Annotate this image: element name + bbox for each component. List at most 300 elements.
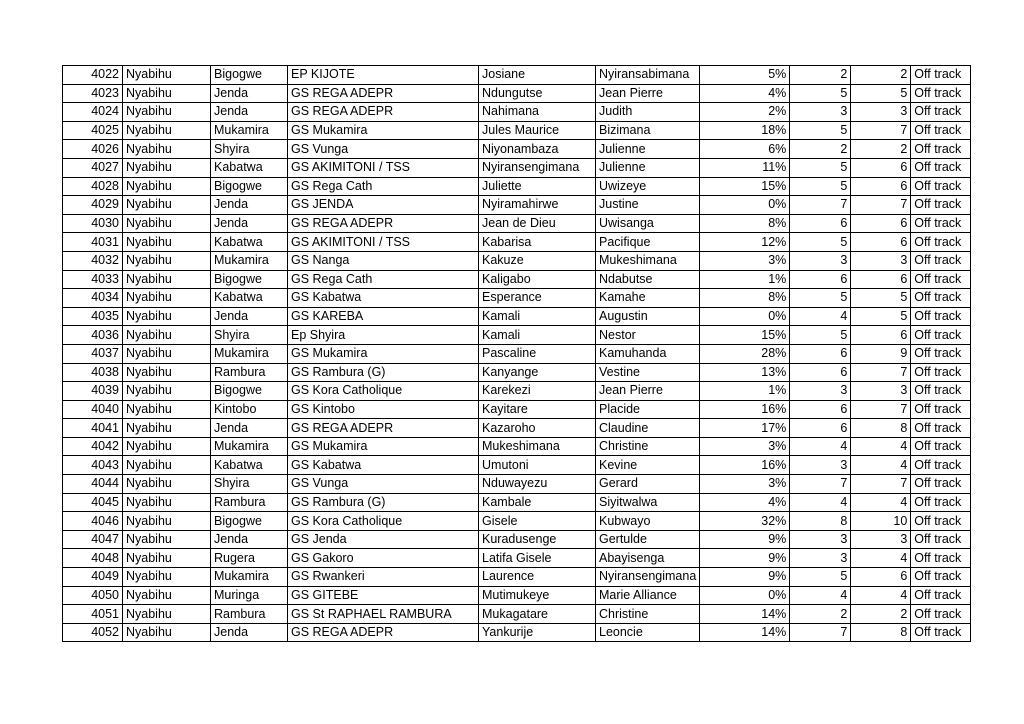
sector-cell: Mukamira bbox=[211, 344, 288, 363]
status-cell: Off track bbox=[911, 363, 971, 382]
table-row bbox=[63, 158, 971, 177]
table-row bbox=[63, 382, 971, 401]
value-b-cell: 9 bbox=[851, 344, 911, 363]
id-cell: 4033 bbox=[63, 270, 123, 289]
value-b-cell: 7 bbox=[851, 121, 911, 140]
sector-cell: Bigogwe bbox=[211, 177, 288, 196]
status-cell: Off track bbox=[911, 568, 971, 587]
last-name-cell: Uwizeye bbox=[596, 177, 700, 196]
school-cell: GS Mukamira bbox=[288, 344, 479, 363]
value-b-cell: 8 bbox=[851, 623, 911, 642]
first-name-cell: Jules Maurice bbox=[479, 121, 596, 140]
status-cell: Off track bbox=[911, 382, 971, 401]
district-cell: Nyabihu bbox=[123, 419, 211, 438]
status-cell: Off track bbox=[911, 549, 971, 568]
sector-cell: Kabatwa bbox=[211, 456, 288, 475]
school-cell: Ep Shyira bbox=[288, 326, 479, 345]
percent-cell: 8% bbox=[700, 214, 790, 233]
table-row bbox=[63, 363, 971, 382]
first-name-cell: Kamali bbox=[479, 326, 596, 345]
status-cell: Off track bbox=[911, 475, 971, 494]
school-cell: GS AKIMITONI / TSS bbox=[288, 233, 479, 252]
status-cell: Off track bbox=[911, 344, 971, 363]
value-a-cell: 4 bbox=[790, 493, 851, 512]
school-cell: GS Kora Catholique bbox=[288, 512, 479, 531]
id-cell: 4032 bbox=[63, 251, 123, 270]
first-name-cell: Pascaline bbox=[479, 344, 596, 363]
percent-cell: 17% bbox=[700, 419, 790, 438]
percent-cell: 15% bbox=[700, 326, 790, 345]
id-cell: 4040 bbox=[63, 400, 123, 419]
last-name-cell: Nestor bbox=[596, 326, 700, 345]
school-cell: GS REGA ADEPR bbox=[288, 623, 479, 642]
first-name-cell: Laurence bbox=[479, 568, 596, 587]
value-a-cell: 3 bbox=[790, 456, 851, 475]
id-cell: 4048 bbox=[63, 549, 123, 568]
first-name-cell: Nduwayezu bbox=[479, 475, 596, 494]
last-name-cell: Justine bbox=[596, 196, 700, 215]
percent-cell: 12% bbox=[700, 233, 790, 252]
school-cell: GS GITEBE bbox=[288, 586, 479, 605]
status-cell: Off track bbox=[911, 623, 971, 642]
table-row bbox=[63, 196, 971, 215]
percent-cell: 32% bbox=[700, 512, 790, 531]
district-cell: Nyabihu bbox=[123, 214, 211, 233]
value-b-cell: 2 bbox=[851, 605, 911, 624]
last-name-cell: Leoncie bbox=[596, 623, 700, 642]
last-name-cell: Julienne bbox=[596, 140, 700, 159]
last-name-cell: Bizimana bbox=[596, 121, 700, 140]
district-cell: Nyabihu bbox=[123, 66, 211, 85]
table-row bbox=[63, 140, 971, 159]
table-row bbox=[63, 623, 971, 642]
status-cell: Off track bbox=[911, 307, 971, 326]
sector-cell: Jenda bbox=[211, 307, 288, 326]
district-cell: Nyabihu bbox=[123, 196, 211, 215]
first-name-cell: Kambale bbox=[479, 493, 596, 512]
school-cell: GS Kora Catholique bbox=[288, 382, 479, 401]
first-name-cell: Niyonambaza bbox=[479, 140, 596, 159]
last-name-cell: Augustin bbox=[596, 307, 700, 326]
value-b-cell: 2 bbox=[851, 140, 911, 159]
table-row bbox=[63, 289, 971, 308]
table-row bbox=[63, 344, 971, 363]
value-b-cell: 7 bbox=[851, 400, 911, 419]
percent-cell: 0% bbox=[700, 196, 790, 215]
sector-cell: Mukamira bbox=[211, 121, 288, 140]
first-name-cell: Kuradusenge bbox=[479, 530, 596, 549]
table-row bbox=[63, 549, 971, 568]
last-name-cell: Jean Pierre bbox=[596, 84, 700, 103]
value-a-cell: 7 bbox=[790, 196, 851, 215]
percent-cell: 0% bbox=[700, 307, 790, 326]
last-name-cell: Christine bbox=[596, 605, 700, 624]
percent-cell: 28% bbox=[700, 344, 790, 363]
value-b-cell: 7 bbox=[851, 363, 911, 382]
value-a-cell: 3 bbox=[790, 530, 851, 549]
first-name-cell: Kabarisa bbox=[479, 233, 596, 252]
last-name-cell: Gerard bbox=[596, 475, 700, 494]
sector-cell: Mukamira bbox=[211, 437, 288, 456]
status-cell: Off track bbox=[911, 512, 971, 531]
first-name-cell: Esperance bbox=[479, 289, 596, 308]
id-cell: 4050 bbox=[63, 586, 123, 605]
percent-cell: 1% bbox=[700, 382, 790, 401]
percent-cell: 3% bbox=[700, 437, 790, 456]
value-b-cell: 6 bbox=[851, 568, 911, 587]
first-name-cell: Karekezi bbox=[479, 382, 596, 401]
id-cell: 4034 bbox=[63, 289, 123, 308]
id-cell: 4027 bbox=[63, 158, 123, 177]
id-cell: 4047 bbox=[63, 530, 123, 549]
value-a-cell: 5 bbox=[790, 326, 851, 345]
value-a-cell: 5 bbox=[790, 568, 851, 587]
first-name-cell: Kayitare bbox=[479, 400, 596, 419]
last-name-cell: Christine bbox=[596, 437, 700, 456]
status-cell: Off track bbox=[911, 66, 971, 85]
value-a-cell: 7 bbox=[790, 475, 851, 494]
table-row bbox=[63, 437, 971, 456]
last-name-cell: Abayisenga bbox=[596, 549, 700, 568]
value-b-cell: 3 bbox=[851, 251, 911, 270]
first-name-cell: Kanyange bbox=[479, 363, 596, 382]
percent-cell: 3% bbox=[700, 251, 790, 270]
value-b-cell: 8 bbox=[851, 419, 911, 438]
table-row bbox=[63, 586, 971, 605]
id-cell: 4022 bbox=[63, 66, 123, 85]
school-cell: GS REGA ADEPR bbox=[288, 214, 479, 233]
value-a-cell: 4 bbox=[790, 586, 851, 605]
table-row bbox=[63, 568, 971, 587]
value-a-cell: 5 bbox=[790, 121, 851, 140]
first-name-cell: Nahimana bbox=[479, 103, 596, 122]
id-cell: 4038 bbox=[63, 363, 123, 382]
sector-cell: Jenda bbox=[211, 84, 288, 103]
district-cell: Nyabihu bbox=[123, 437, 211, 456]
school-cell: GS KAREBA bbox=[288, 307, 479, 326]
value-a-cell: 8 bbox=[790, 512, 851, 531]
sector-cell: Jenda bbox=[211, 530, 288, 549]
status-cell: Off track bbox=[911, 196, 971, 215]
last-name-cell: Kubwayo bbox=[596, 512, 700, 531]
last-name-cell: Siyitwalwa bbox=[596, 493, 700, 512]
percent-cell: 4% bbox=[700, 493, 790, 512]
percent-cell: 6% bbox=[700, 140, 790, 159]
first-name-cell: Josiane bbox=[479, 66, 596, 85]
sector-cell: Bigogwe bbox=[211, 270, 288, 289]
value-b-cell: 6 bbox=[851, 270, 911, 289]
sector-cell: Mukamira bbox=[211, 568, 288, 587]
first-name-cell: Gisele bbox=[479, 512, 596, 531]
school-cell: GS Vunga bbox=[288, 475, 479, 494]
district-cell: Nyabihu bbox=[123, 623, 211, 642]
id-cell: 4052 bbox=[63, 623, 123, 642]
id-cell: 4029 bbox=[63, 196, 123, 215]
id-cell: 4035 bbox=[63, 307, 123, 326]
school-cell: GS Kintobo bbox=[288, 400, 479, 419]
district-cell: Nyabihu bbox=[123, 586, 211, 605]
school-cell: GS Rwankeri bbox=[288, 568, 479, 587]
last-name-cell: Vestine bbox=[596, 363, 700, 382]
last-name-cell: Kamahe bbox=[596, 289, 700, 308]
table-row bbox=[63, 419, 971, 438]
table-row bbox=[63, 307, 971, 326]
value-a-cell: 5 bbox=[790, 233, 851, 252]
district-cell: Nyabihu bbox=[123, 251, 211, 270]
school-cell: GS JENDA bbox=[288, 196, 479, 215]
value-a-cell: 3 bbox=[790, 549, 851, 568]
sector-cell: Muringa bbox=[211, 586, 288, 605]
district-cell: Nyabihu bbox=[123, 530, 211, 549]
last-name-cell: Claudine bbox=[596, 419, 700, 438]
value-a-cell: 5 bbox=[790, 289, 851, 308]
percent-cell: 0% bbox=[700, 586, 790, 605]
value-b-cell: 3 bbox=[851, 530, 911, 549]
percent-cell: 13% bbox=[700, 363, 790, 382]
table-row bbox=[63, 512, 971, 531]
percent-cell: 1% bbox=[700, 270, 790, 289]
status-cell: Off track bbox=[911, 121, 971, 140]
district-cell: Nyabihu bbox=[123, 475, 211, 494]
value-b-cell: 7 bbox=[851, 475, 911, 494]
value-a-cell: 4 bbox=[790, 437, 851, 456]
district-cell: Nyabihu bbox=[123, 326, 211, 345]
sector-cell: Kabatwa bbox=[211, 158, 288, 177]
district-cell: Nyabihu bbox=[123, 382, 211, 401]
last-name-cell: Ndabutse bbox=[596, 270, 700, 289]
sector-cell: Bigogwe bbox=[211, 382, 288, 401]
sector-cell: Mukamira bbox=[211, 251, 288, 270]
value-a-cell: 5 bbox=[790, 158, 851, 177]
last-name-cell: Kevine bbox=[596, 456, 700, 475]
sector-cell: Kabatwa bbox=[211, 233, 288, 252]
percent-cell: 9% bbox=[700, 568, 790, 587]
status-cell: Off track bbox=[911, 270, 971, 289]
district-cell: Nyabihu bbox=[123, 456, 211, 475]
sector-cell: Rambura bbox=[211, 605, 288, 624]
id-cell: 4043 bbox=[63, 456, 123, 475]
value-a-cell: 6 bbox=[790, 344, 851, 363]
value-a-cell: 2 bbox=[790, 66, 851, 85]
school-cell: GS Kabatwa bbox=[288, 289, 479, 308]
last-name-cell: Julienne bbox=[596, 158, 700, 177]
school-cell: GS Rambura (G) bbox=[288, 493, 479, 512]
percent-cell: 16% bbox=[700, 456, 790, 475]
last-name-cell: Nyiransabimana bbox=[596, 66, 700, 85]
table-row bbox=[63, 251, 971, 270]
table-row bbox=[63, 233, 971, 252]
percent-cell: 5% bbox=[700, 66, 790, 85]
school-cell: GS Rambura (G) bbox=[288, 363, 479, 382]
first-name-cell: Nyiransengimana bbox=[479, 158, 596, 177]
id-cell: 4028 bbox=[63, 177, 123, 196]
percent-cell: 14% bbox=[700, 605, 790, 624]
status-cell: Off track bbox=[911, 437, 971, 456]
id-cell: 4049 bbox=[63, 568, 123, 587]
status-cell: Off track bbox=[911, 326, 971, 345]
sector-cell: Jenda bbox=[211, 419, 288, 438]
first-name-cell: Jean de Dieu bbox=[479, 214, 596, 233]
status-cell: Off track bbox=[911, 140, 971, 159]
value-a-cell: 2 bbox=[790, 605, 851, 624]
district-cell: Nyabihu bbox=[123, 307, 211, 326]
first-name-cell: Latifa Gisele bbox=[479, 549, 596, 568]
sector-cell: Jenda bbox=[211, 623, 288, 642]
value-b-cell: 4 bbox=[851, 456, 911, 475]
value-a-cell: 4 bbox=[790, 307, 851, 326]
last-name-cell: Pacifique bbox=[596, 233, 700, 252]
first-name-cell: Kakuze bbox=[479, 251, 596, 270]
table-row bbox=[63, 270, 971, 289]
value-b-cell: 10 bbox=[851, 512, 911, 531]
first-name-cell: Kazaroho bbox=[479, 419, 596, 438]
table-row bbox=[63, 400, 971, 419]
status-cell: Off track bbox=[911, 605, 971, 624]
value-b-cell: 4 bbox=[851, 493, 911, 512]
status-cell: Off track bbox=[911, 158, 971, 177]
id-cell: 4023 bbox=[63, 84, 123, 103]
value-b-cell: 4 bbox=[851, 549, 911, 568]
district-cell: Nyabihu bbox=[123, 158, 211, 177]
school-cell: GS REGA ADEPR bbox=[288, 84, 479, 103]
last-name-cell: Jean Pierre bbox=[596, 382, 700, 401]
status-cell: Off track bbox=[911, 493, 971, 512]
value-b-cell: 6 bbox=[851, 177, 911, 196]
sector-cell: Bigogwe bbox=[211, 512, 288, 531]
value-a-cell: 3 bbox=[790, 103, 851, 122]
district-cell: Nyabihu bbox=[123, 605, 211, 624]
status-cell: Off track bbox=[911, 214, 971, 233]
value-b-cell: 3 bbox=[851, 103, 911, 122]
school-cell: GS Rega Cath bbox=[288, 270, 479, 289]
value-a-cell: 2 bbox=[790, 140, 851, 159]
value-b-cell: 6 bbox=[851, 233, 911, 252]
id-cell: 4041 bbox=[63, 419, 123, 438]
value-b-cell: 5 bbox=[851, 307, 911, 326]
district-cell: Nyabihu bbox=[123, 270, 211, 289]
table-row bbox=[63, 121, 971, 140]
first-name-cell: Juliette bbox=[479, 177, 596, 196]
last-name-cell: Uwisanga bbox=[596, 214, 700, 233]
school-cell: GS REGA ADEPR bbox=[288, 103, 479, 122]
last-name-cell: Placide bbox=[596, 400, 700, 419]
first-name-cell: Nyiramahirwe bbox=[479, 196, 596, 215]
sector-cell: Shyira bbox=[211, 326, 288, 345]
first-name-cell: Yankurije bbox=[479, 623, 596, 642]
district-cell: Nyabihu bbox=[123, 121, 211, 140]
value-a-cell: 6 bbox=[790, 363, 851, 382]
district-cell: Nyabihu bbox=[123, 363, 211, 382]
table-row bbox=[63, 326, 971, 345]
sector-cell: Rambura bbox=[211, 363, 288, 382]
table-row bbox=[63, 103, 971, 122]
school-cell: GS AKIMITONI / TSS bbox=[288, 158, 479, 177]
value-b-cell: 3 bbox=[851, 382, 911, 401]
sector-cell: Rambura bbox=[211, 493, 288, 512]
value-b-cell: 2 bbox=[851, 66, 911, 85]
value-a-cell: 6 bbox=[790, 214, 851, 233]
first-name-cell: Ndungutse bbox=[479, 84, 596, 103]
percent-cell: 4% bbox=[700, 84, 790, 103]
sector-cell: Shyira bbox=[211, 140, 288, 159]
district-cell: Nyabihu bbox=[123, 140, 211, 159]
value-a-cell: 3 bbox=[790, 382, 851, 401]
status-cell: Off track bbox=[911, 400, 971, 419]
value-b-cell: 5 bbox=[851, 289, 911, 308]
status-cell: Off track bbox=[911, 456, 971, 475]
table-row bbox=[63, 605, 971, 624]
id-cell: 4030 bbox=[63, 214, 123, 233]
table-row bbox=[63, 177, 971, 196]
school-cell: GS Kabatwa bbox=[288, 456, 479, 475]
id-cell: 4039 bbox=[63, 382, 123, 401]
percent-cell: 3% bbox=[700, 475, 790, 494]
id-cell: 4042 bbox=[63, 437, 123, 456]
sector-cell: Bigogwe bbox=[211, 66, 288, 85]
last-name-cell: Judith bbox=[596, 103, 700, 122]
table-row bbox=[63, 84, 971, 103]
last-name-cell: Gertulde bbox=[596, 530, 700, 549]
status-cell: Off track bbox=[911, 233, 971, 252]
district-cell: Nyabihu bbox=[123, 568, 211, 587]
percent-cell: 14% bbox=[700, 623, 790, 642]
school-cell: EP KIJOTE bbox=[288, 66, 479, 85]
value-a-cell: 5 bbox=[790, 84, 851, 103]
percent-cell: 15% bbox=[700, 177, 790, 196]
status-cell: Off track bbox=[911, 530, 971, 549]
id-cell: 4046 bbox=[63, 512, 123, 531]
sector-cell: Kintobo bbox=[211, 400, 288, 419]
school-cell: GS Jenda bbox=[288, 530, 479, 549]
district-cell: Nyabihu bbox=[123, 549, 211, 568]
value-b-cell: 6 bbox=[851, 158, 911, 177]
status-cell: Off track bbox=[911, 586, 971, 605]
value-a-cell: 5 bbox=[790, 177, 851, 196]
status-cell: Off track bbox=[911, 289, 971, 308]
value-a-cell: 7 bbox=[790, 623, 851, 642]
table-row bbox=[63, 66, 971, 85]
sector-cell: Shyira bbox=[211, 475, 288, 494]
id-cell: 4051 bbox=[63, 605, 123, 624]
id-cell: 4026 bbox=[63, 140, 123, 159]
district-cell: Nyabihu bbox=[123, 103, 211, 122]
id-cell: 4037 bbox=[63, 344, 123, 363]
percent-cell: 16% bbox=[700, 400, 790, 419]
percent-cell: 9% bbox=[700, 549, 790, 568]
district-cell: Nyabihu bbox=[123, 400, 211, 419]
last-name-cell: Nyiransengimana bbox=[596, 568, 700, 587]
school-cell: GS Rega Cath bbox=[288, 177, 479, 196]
district-cell: Nyabihu bbox=[123, 233, 211, 252]
percent-cell: 8% bbox=[700, 289, 790, 308]
first-name-cell: Mukeshimana bbox=[479, 437, 596, 456]
school-cell: GS Vunga bbox=[288, 140, 479, 159]
status-cell: Off track bbox=[911, 103, 971, 122]
table-row bbox=[63, 475, 971, 494]
id-cell: 4044 bbox=[63, 475, 123, 494]
percent-cell: 9% bbox=[700, 530, 790, 549]
school-cell: GS Mukamira bbox=[288, 121, 479, 140]
value-b-cell: 4 bbox=[851, 586, 911, 605]
school-cell: GS Nanga bbox=[288, 251, 479, 270]
value-a-cell: 3 bbox=[790, 251, 851, 270]
value-b-cell: 5 bbox=[851, 84, 911, 103]
status-cell: Off track bbox=[911, 177, 971, 196]
sector-cell: Rugera bbox=[211, 549, 288, 568]
value-b-cell: 6 bbox=[851, 214, 911, 233]
school-cell: GS St RAPHAEL RAMBURA bbox=[288, 605, 479, 624]
status-cell: Off track bbox=[911, 251, 971, 270]
